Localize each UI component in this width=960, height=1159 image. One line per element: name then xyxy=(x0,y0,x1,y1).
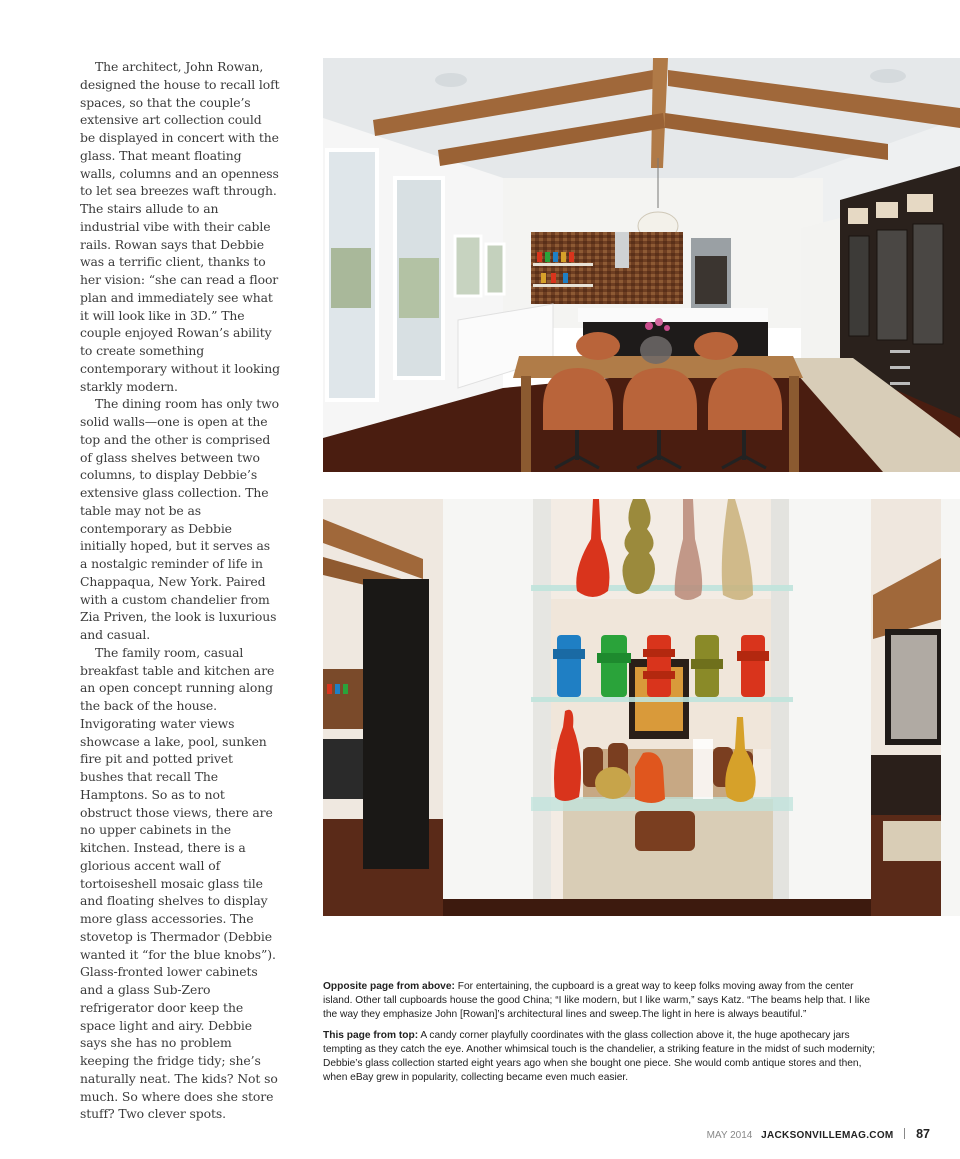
footer-divider xyxy=(904,1128,905,1139)
website-url: JACKSONVILLEMAG.COM xyxy=(761,1130,894,1141)
caption-text: A candy corner playfully coordinates with the glass collection above it, the huge apothecary jars tempting as they catch the eye. Another whimsical touch is the chandelier, a striking feature in the midst of such modernity; Debbie’s glass collection started eight years ago when she bought one piece. She would comb antique stores and then, when eBay grew in popularity, collecting became even much easier. xyxy=(323,1029,876,1084)
article-body xyxy=(80,58,280,1123)
glass-collection-photo xyxy=(323,499,960,916)
caption-lead: Opposite page from above: xyxy=(323,981,455,992)
caption-opposite-page xyxy=(323,980,883,1023)
article-paragraph: The dining room has only two solid walls—one is open at the top and the other is comprised of glass shelves between two columns, to display Debbie’s extensive glass collection. The table may not be as contemporary as Debbie initially hoped, but it serves as a nostalgic reminder of life in Chappaqua, New York. Paired with a custom chandelier from Zia Priven, the look is luxurious and casual. xyxy=(80,396,279,642)
article-paragraph: The family room, casual breakfast table and kitchen are an open concept running along the back of the house. Invigorating water views showcase a lake, pool, sunken fire pit and potted privet bushes that recall The Hamptons. So as to not obstruct those views, there are no upper cabinets in the kitchen. Instead, there is a glorious accent wall of tortoiseshell mosaic glass tile and floating shelves to display more glass accessories. The stovetop is Thermador (Debbie wanted it “for the blue knobs”). Glass-fronted lower cabinets and a glass Sub-Zero refrigerator door keep the space light and airy. Debbie says she has no problem keeping the fridge tidy; she’s naturally neat. The kids? Not so much. So where does she store stuff? Two clever spots. xyxy=(80,644,278,1122)
page-footer xyxy=(600,1127,930,1141)
caption-text: For entertaining, the cupboard is a great way to keep folks moving away from the center island. Other tall cupboards house the good China; “I like modern, but I like warm,” says Katz. “The beams help that. I like the way they emphasize John [Rowan]’s architectural lines and sweep.The light in here is always beautiful.” xyxy=(323,981,870,1021)
caption-lead: This page from top: xyxy=(323,1029,419,1041)
caption-this-page xyxy=(323,1029,883,1086)
article-paragraph: The architect, John Rowan, designed the house to recall loft spaces, so that the couple’s extensive art collection could be displayed in concert with the glass. That meant floating walls, columns and an openness to let sea breezes waft through. The stairs allude to an industrial vibe with their cable rails. Rowan says that Debbie was a terrific client, thanks to her vision: “she can read a floor plan and immediately see what it will look like in 3D.” The couple enjoyed Rowan’s ability to create something contemporary without it looking starkly modern. xyxy=(80,59,280,394)
photo-captions xyxy=(323,980,883,1091)
kitchen-photo xyxy=(323,58,960,472)
glass-shelves-illustration xyxy=(323,499,960,916)
page-number: 87 xyxy=(916,1127,930,1141)
issue-date: MAY 2014 xyxy=(706,1130,753,1141)
kitchen-illustration xyxy=(323,58,960,472)
